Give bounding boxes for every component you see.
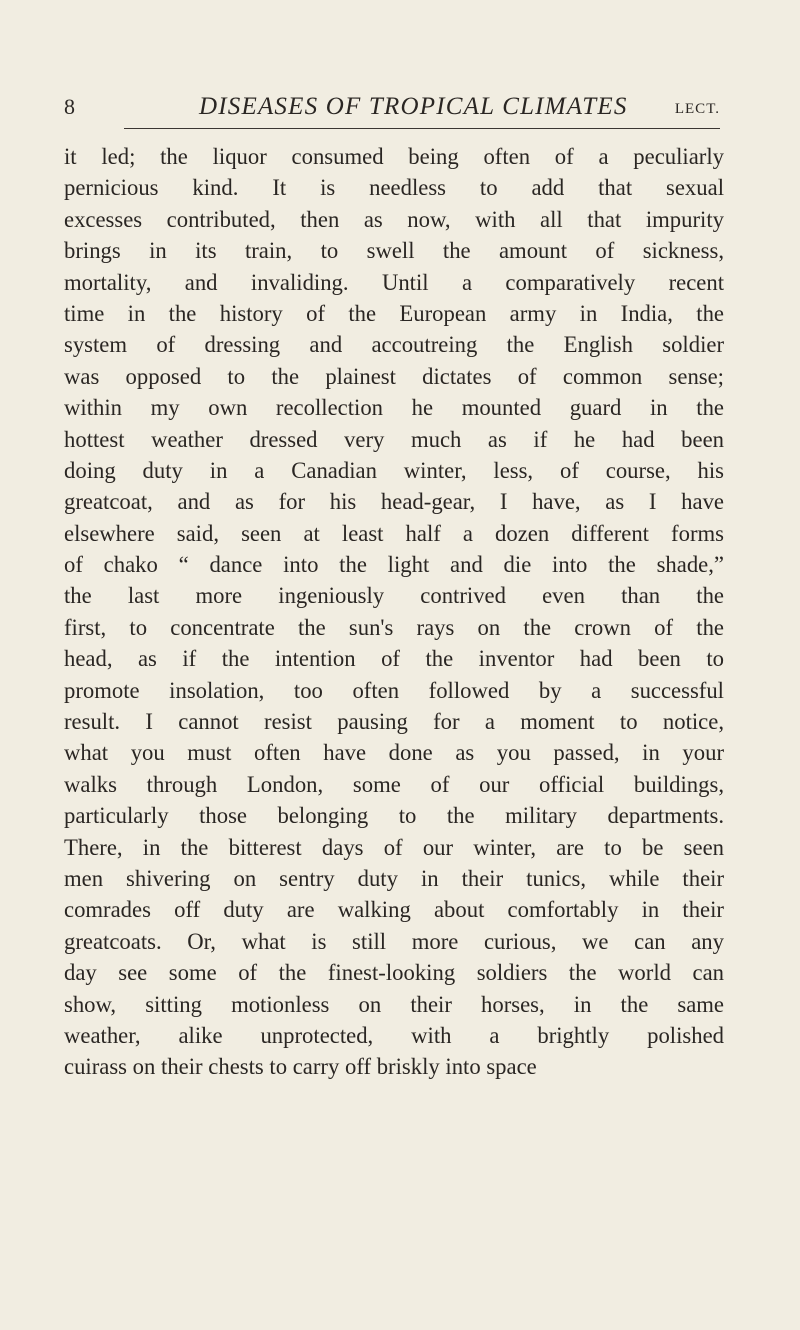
running-head xyxy=(64,91,722,123)
text-line: day see some of the finest-looking soldiers the world can xyxy=(64,960,724,986)
text-line: was opposed to the plainest dictates of common sense; xyxy=(64,363,724,389)
section-label: LECT. xyxy=(674,101,720,117)
text-line: men shivering on sentry duty in their tunics, while their xyxy=(64,865,724,891)
text-line: within my own recollection he mounted guard in the xyxy=(64,395,724,421)
body-text xyxy=(64,141,724,1225)
text-line: weather, alike unprotected, with a brightly polished xyxy=(64,1022,724,1048)
text-line: the last more ingeniously contrived even than the xyxy=(64,583,724,609)
text-line: comrades off duty are walking about comfortably in their xyxy=(64,897,724,923)
text-line: what you must often have done as you passed, in your xyxy=(64,740,724,766)
text-line: it led; the liquor consumed being often of a peculiarly xyxy=(64,144,724,169)
text-line: elsewhere said, seen at least half a dozen different forms xyxy=(64,520,724,546)
text-line: head, as if the intention of the inventor had been to xyxy=(64,646,724,672)
text-line: pernicious kind. It is needless to add that sexual xyxy=(64,175,724,201)
text-line: walks through London, some of our official buildings, xyxy=(64,771,724,797)
text-line: greatcoat, and as for his head-gear, I have, as I have xyxy=(64,489,724,515)
text-line: particularly those belonging to the military departments. xyxy=(64,803,724,829)
running-title: DISEASES OF TROPICAL CLIMATES xyxy=(199,93,628,120)
text-line: show, sitting motionless on their horses, in the same xyxy=(64,991,724,1017)
text-line: first, to concentrate the sun's rays on the crown of the xyxy=(64,614,724,640)
text-line: hottest weather dressed very much as if he had been xyxy=(64,426,724,452)
text-line: result. I cannot resist pausing for a moment to notice, xyxy=(64,709,724,735)
text-line: There, in the bitterest days of our winter, are to be seen xyxy=(64,834,724,860)
text-line: cuirass on their chests to carry off briskly into space xyxy=(64,1054,537,1080)
header-rule xyxy=(124,128,720,129)
text-line: brings in its train, to swell the amount of sickness, xyxy=(64,238,724,264)
text-line: time in the history of the European army in India, the xyxy=(64,300,724,326)
text-line: greatcoats. Or, what is still more curious, we can any xyxy=(64,928,724,954)
text-line: doing duty in a Canadian winter, less, of course, his xyxy=(64,457,724,483)
page-number: 8 xyxy=(64,94,75,119)
text-line: excesses contributed, then as now, with all that impurity xyxy=(64,206,724,232)
text-line: of chako “ dance into the light and die into the shade,” xyxy=(64,552,724,578)
text-line: system of dressing and accoutreing the English soldier xyxy=(64,332,724,358)
text-line: mortality, and invaliding. Until a comparatively recent xyxy=(64,269,724,295)
text-line: promote insolation, too often followed by a successful xyxy=(64,677,724,703)
